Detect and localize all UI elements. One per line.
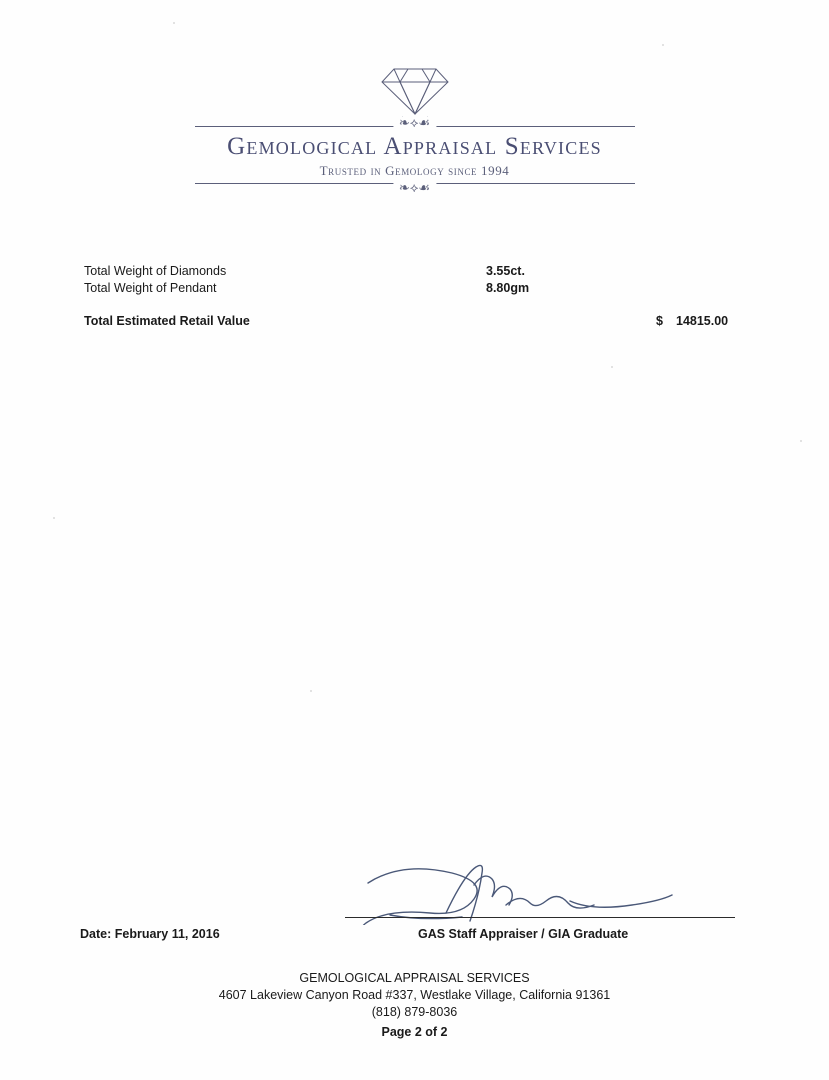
- document-footer: [0, 970, 829, 1041]
- summary-section: [84, 264, 745, 332]
- appraiser-signature: [350, 855, 700, 925]
- footer-phone: (818) 879-8036: [371, 1005, 458, 1019]
- summary-row: [84, 281, 745, 298]
- summary-value: 3.55ct.: [486, 264, 525, 278]
- company-tagline: Trusted in Gemology since 1994: [319, 162, 510, 178]
- summary-label: Total Weight of Diamonds: [84, 264, 227, 278]
- summary-row: [84, 264, 745, 281]
- letterhead-rules: [195, 116, 635, 196]
- appraisal-date: Date: February 11, 2016: [80, 927, 220, 941]
- total-currency-symbol: $: [656, 314, 663, 328]
- total-estimated-retail-value-row: [84, 314, 745, 332]
- scan-speck: [53, 517, 55, 519]
- company-name: Gemological Appraisal Services: [227, 133, 602, 160]
- total-amount: 14815.00: [676, 314, 729, 328]
- footer-address: 4607 Lakeview Canyon Road #337, Westlake Village, California 91361: [218, 988, 611, 1002]
- scan-speck: [611, 366, 613, 368]
- flourish-top-icon: ❧⟡☙: [393, 117, 436, 130]
- summary-value: 8.80gm: [486, 281, 530, 295]
- footer-company: GEMOLOGICAL APPRAISAL SERVICES: [299, 971, 530, 985]
- signature-section: [0, 855, 829, 955]
- summary-label: Total Weight of Pendant: [84, 281, 217, 295]
- scan-speck: [800, 440, 802, 442]
- flourish-bottom-icon: ❧⟡☙: [393, 182, 436, 195]
- total-label: Total Estimated Retail Value: [84, 314, 250, 328]
- diamond-icon: [372, 62, 458, 124]
- letterhead: [0, 62, 829, 196]
- signature-line: [345, 917, 735, 918]
- scan-speck: [310, 690, 312, 692]
- page-number: Page 2 of 2: [381, 1025, 448, 1039]
- signature-caption: GAS Staff Appraiser / GIA Graduate: [418, 927, 629, 941]
- scan-speck: [173, 22, 175, 24]
- scan-speck: [662, 44, 664, 46]
